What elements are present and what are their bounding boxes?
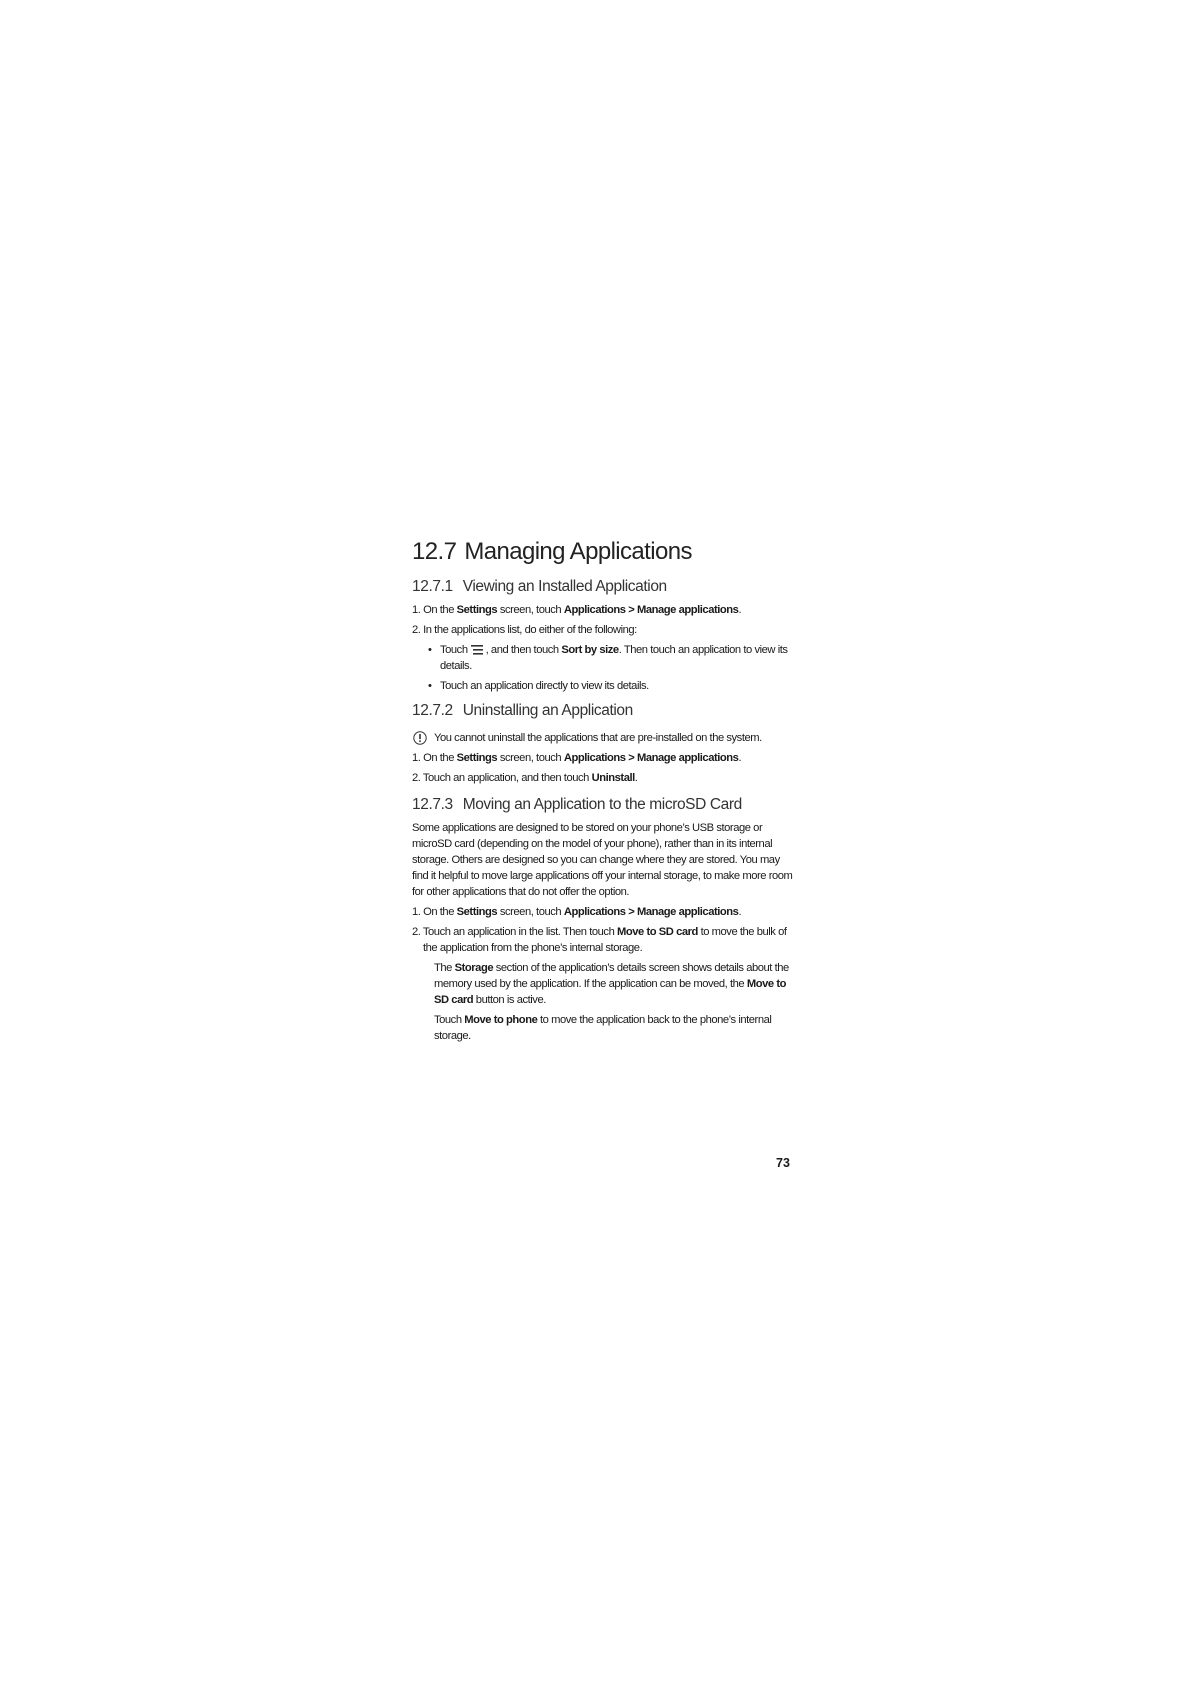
subsection-title: Moving an Application to the microSD Card (462, 796, 742, 813)
text-span: , and then touch (485, 644, 562, 656)
move-to-phone-paragraph (412, 1012, 797, 1044)
text-span: . (738, 752, 742, 764)
bold-term: Settings (456, 752, 498, 764)
menu-icon (471, 645, 483, 655)
text-span: screen, touch (497, 752, 564, 764)
text-span: button is active. (473, 994, 546, 1006)
text-span: 1. On the (412, 906, 457, 918)
text-span: The (434, 962, 455, 974)
bold-term: Move to SD card (617, 926, 698, 938)
text-span: 2. Touch an application in the list. Then touch (412, 926, 617, 938)
step-open-manage-applications (412, 750, 797, 766)
text-span: 2. Touch an application, and then touch (412, 772, 592, 784)
bold-term: Manage applications (636, 752, 739, 764)
subsection-number: 12.7.3 (412, 796, 453, 813)
step-move-to-sd (412, 924, 797, 956)
bold-term: Manage applications (636, 906, 739, 918)
bullet-dot: • (428, 680, 432, 692)
subsection-number: 12.7.2 (412, 702, 453, 719)
bold-separator: > (625, 604, 637, 616)
subsection-number: 12.7.1 (412, 578, 453, 595)
text-span: screen, touch (497, 604, 564, 616)
text-span: . (738, 906, 742, 918)
subsection-title: Viewing an Installed Application (462, 578, 667, 595)
text-span: 1. On the (412, 604, 457, 616)
bold-term: Move to phone (464, 1014, 538, 1026)
text-span: . (738, 604, 742, 616)
intro-paragraph: Some applications are designed to be stored on your phone’s USB storage or microSD card (depending on the model of your phone), rather than in its internal storage. Others are designed so you can change where they are stored. You may find it helpful to move large applications off your internal storage, to make more room for other applications that do not offer the option. (412, 822, 793, 898)
subsection-title: Uninstalling an Application (462, 702, 633, 719)
text-span: . Then touch an application to view its details. (440, 644, 788, 672)
page-number: 73 (776, 1156, 790, 1170)
text-span: to move the application back to the phone’s internal storage. (434, 1014, 772, 1042)
bold-term: Manage applications (636, 604, 739, 616)
storage-paragraph (412, 960, 797, 1008)
step-open-manage-applications (412, 904, 797, 920)
text-span: to move the bulk of the application from the phone’s internal storage. (423, 926, 787, 954)
list-item (412, 678, 797, 694)
step-open-manage-applications (412, 602, 797, 618)
text-span: Touch (440, 644, 468, 656)
text-span: section of the application’s details screen shows details about the memory used by the application. If the application can be moved, the (434, 962, 789, 990)
note (412, 730, 797, 746)
step-applications-list: 2. In the applications list, do either of the following: (412, 624, 637, 636)
section-heading (412, 538, 797, 566)
text-span: 1. On the (412, 752, 457, 764)
step-uninstall (412, 770, 797, 786)
bold-term: Applications (563, 604, 626, 616)
note-text: You cannot uninstall the applications that are pre-installed on the system. (434, 732, 762, 744)
list-item (412, 642, 797, 674)
subsection-heading-uninstalling (412, 702, 797, 720)
page-content (412, 538, 797, 1048)
text-span: . (634, 772, 638, 784)
bold-term: Settings (456, 906, 498, 918)
note-icon (413, 731, 427, 745)
text-span: Touch an application directly to view its details. (440, 680, 649, 692)
bold-term: Sort by size (561, 644, 619, 656)
text-span: Touch (434, 1014, 465, 1026)
bold-separator: > (625, 752, 637, 764)
bold-term: Storage (454, 962, 494, 974)
bold-separator: > (625, 906, 637, 918)
bold-term: Move to SD card (434, 978, 786, 1006)
bold-term: Applications (563, 752, 626, 764)
bold-term: Applications (563, 906, 626, 918)
bullet-dot: • (428, 644, 432, 656)
subsection-heading-viewing (412, 578, 797, 596)
bold-term: Uninstall (591, 772, 635, 784)
section-title: Managing Applications (464, 538, 692, 565)
subsection-heading-moving (412, 796, 797, 814)
text-span: screen, touch (497, 906, 564, 918)
bold-term: Settings (456, 604, 498, 616)
section-number: 12.7 (412, 538, 457, 565)
options-list (412, 642, 797, 694)
